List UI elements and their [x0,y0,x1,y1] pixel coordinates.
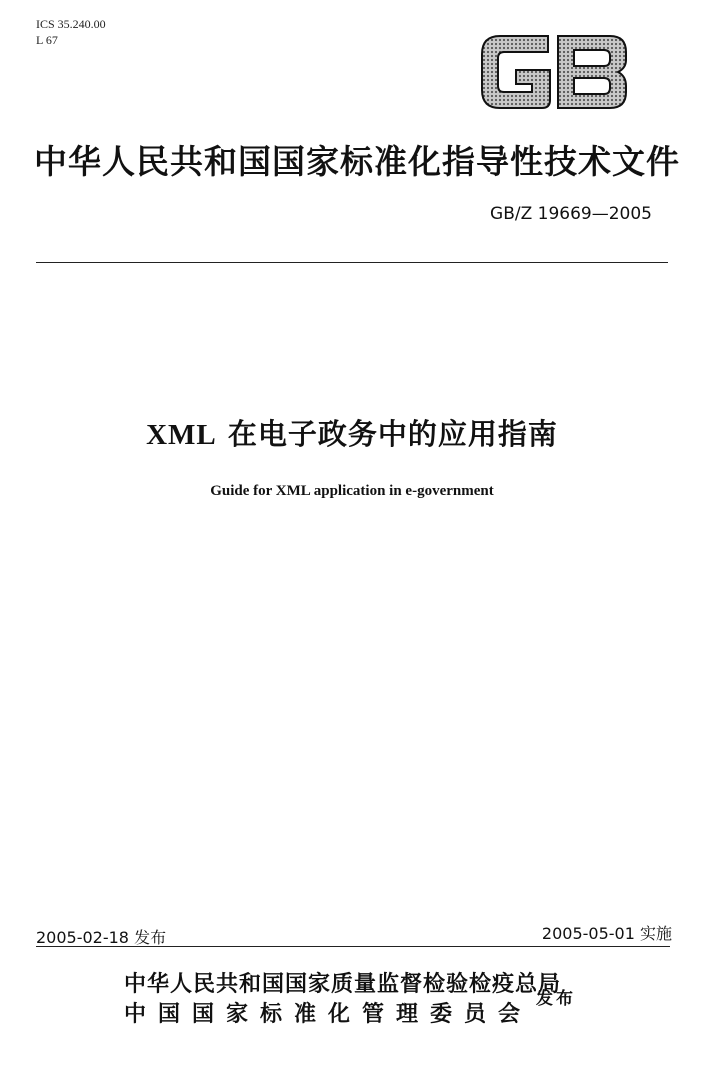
publish-label: 发布 [536,989,576,1009]
english-title: Guide for XML application in e-government [210,483,494,499]
svg-text:GB: GB [554,80,556,81]
title-main: 在电子政务中的应用指南 [227,417,558,451]
ics-code: ICS 35.240.00 [36,17,106,31]
gb-logo [474,30,634,114]
title-prefix: XML [146,419,217,451]
issue-date: 2005-02-18 发布 [36,928,167,947]
standard-number: GB/Z 19669—2005 [490,204,652,224]
footer-divider [36,946,670,947]
classification-codes [36,16,106,48]
header-divider [36,262,668,263]
implementation-date: 2005-05-01 实施 [541,924,672,943]
ccs-code: L 67 [36,33,58,47]
document-title [0,412,704,453]
issuer-sac: 中国国家标准化管理委员会 [124,1001,533,1027]
issuer-aqsiq: 中华人民共和国国家质量监督检验检疫总局 [124,971,562,997]
document-type-heading: 中华人民共和国国家标准化指导性技术文件 [34,142,680,181]
